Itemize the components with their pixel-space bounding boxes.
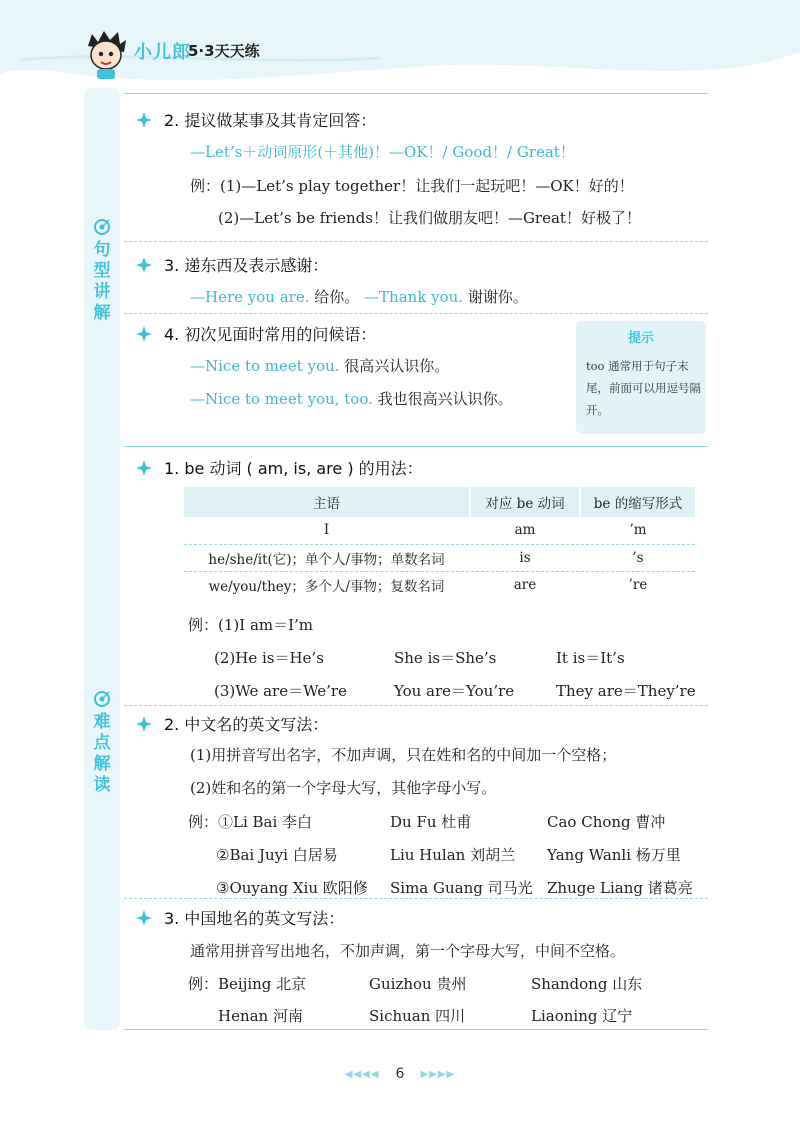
example-line: Henan 河南 bbox=[218, 1007, 303, 1025]
example-line: 例：(1)I am＝I’m bbox=[188, 616, 314, 634]
brand-name: 小儿郎 bbox=[134, 42, 191, 63]
table-row: we/you/they；多个人/事物；复数名词 are ’re bbox=[184, 571, 696, 598]
pattern-formula: —Let’s＋动词原形(＋其他)！—OK！/ Good！/ Great！ bbox=[190, 143, 575, 161]
example-line: Liu Hulan 刘胡兰 bbox=[390, 846, 516, 864]
example-line: Guizhou 贵州 bbox=[369, 975, 467, 993]
table-row: he/she/it(它)；单个人/事物；单数名词 is ’s bbox=[184, 544, 696, 571]
tip-title: 提示 bbox=[627, 331, 654, 346]
example-line: Sichuan 四川 bbox=[369, 1007, 466, 1025]
sidebar-label-difficulties: 难 点 解 读 bbox=[84, 690, 120, 796]
example-line: Sima Guang 司马光 bbox=[390, 879, 533, 897]
divider bbox=[124, 241, 708, 242]
divider bbox=[124, 898, 708, 899]
example-line: 例：Beijing 北京 bbox=[188, 975, 307, 993]
target-icon bbox=[93, 690, 111, 708]
example-line: ②Bai Juyi 白居易 bbox=[216, 846, 338, 864]
right-arrows-icon: ▶▶▶▶ bbox=[420, 1068, 456, 1080]
example-line: (2)—Let’s be friends！让我们做朋友吧！—Great！好极了！ bbox=[218, 209, 641, 227]
example-line: Liaoning 辽宁 bbox=[531, 1007, 633, 1025]
rule-line: 通常用拼音写出地名，不加声调，第一个字母大写，中间不空格。 bbox=[190, 942, 626, 960]
divider bbox=[124, 705, 708, 706]
example-line: Shandong 山东 bbox=[531, 975, 643, 993]
example-line: Du Fu 杜甫 bbox=[390, 813, 472, 831]
example-line: Cao Chong 曹冲 bbox=[547, 813, 666, 831]
section-heading: 4. 初次见面时常用的问候语： bbox=[136, 322, 376, 345]
tip-body: too 通常用于句子末尾，前面可以用逗号隔开。 bbox=[586, 359, 701, 417]
example-line: 例：(1)—Let’s play together！让我们一起玩吧！—OK！好的！ bbox=[190, 177, 634, 195]
table-header: be 的缩写形式 bbox=[580, 487, 696, 517]
series-title: 5·3天天练 bbox=[188, 42, 260, 60]
mascot-logo-icon bbox=[82, 28, 130, 80]
tip-box bbox=[576, 321, 706, 434]
example-line: 例：①Li Bai 李白 bbox=[188, 813, 313, 831]
section-border bbox=[124, 446, 708, 447]
table-header: 主语 bbox=[184, 487, 470, 517]
sparkle-icon bbox=[136, 716, 152, 732]
example-line: Yang Wanli 杨万里 bbox=[547, 846, 681, 864]
section-heading: 2. 中文名的英文写法： bbox=[136, 712, 328, 735]
bottom-border bbox=[124, 1029, 708, 1030]
sparkle-icon bbox=[136, 112, 152, 128]
section-heading: 3. 递东西及表示感谢： bbox=[136, 253, 328, 276]
sparkle-icon bbox=[136, 910, 152, 926]
sparkle-icon bbox=[136, 257, 152, 273]
dialogue-line: —Nice to meet you, too. 我也很高兴认识你。 bbox=[190, 390, 513, 408]
sidebar-label-patterns: 句 型 讲 解 bbox=[84, 218, 120, 324]
table-header: 对应 be 动词 bbox=[470, 487, 580, 517]
example-line: (2)He is＝He’s bbox=[214, 649, 324, 667]
example-line: They are＝They’re bbox=[556, 682, 696, 700]
example-line: She is＝She’s bbox=[394, 649, 497, 667]
sparkle-icon bbox=[136, 460, 152, 476]
example-line: ③Ouyang Xiu 欧阳修 bbox=[216, 879, 368, 897]
top-border bbox=[124, 93, 708, 94]
dialogue-line: —Nice to meet you. 很高兴认识你。 bbox=[190, 357, 450, 375]
example-line: It is＝It’s bbox=[556, 649, 625, 667]
section-heading: 3. 中国地名的英文写法： bbox=[136, 906, 344, 929]
example-line: Zhuge Liang 诸葛亮 bbox=[547, 879, 693, 897]
example-line: You are＝You’re bbox=[394, 682, 515, 700]
dialogue-line: —Here you are. 给你。 —Thank you. 谢谢你。 bbox=[190, 288, 528, 306]
page-footer bbox=[0, 1066, 800, 1082]
section-heading: 2. 提议做某事及其肯定回答： bbox=[136, 108, 376, 131]
left-arrows-icon: ◀◀◀◀ bbox=[344, 1068, 380, 1080]
page-number: 6 bbox=[395, 1066, 405, 1082]
divider bbox=[124, 313, 708, 314]
table-row: I am ’m bbox=[184, 517, 696, 544]
rule-line: (1)用拼音写出名字，不加声调，只在姓和名的中间加一个空格； bbox=[190, 746, 617, 764]
be-verb-table bbox=[184, 487, 697, 598]
example-line: (3)We are＝We’re bbox=[214, 682, 347, 700]
sparkle-icon bbox=[136, 326, 152, 342]
section-heading: 1. be 动词 ( am, is, are ) 的用法： bbox=[136, 456, 423, 479]
rule-line: (2)姓和名的第一个字母大写，其他字母小写。 bbox=[190, 779, 497, 797]
target-icon bbox=[93, 218, 111, 236]
